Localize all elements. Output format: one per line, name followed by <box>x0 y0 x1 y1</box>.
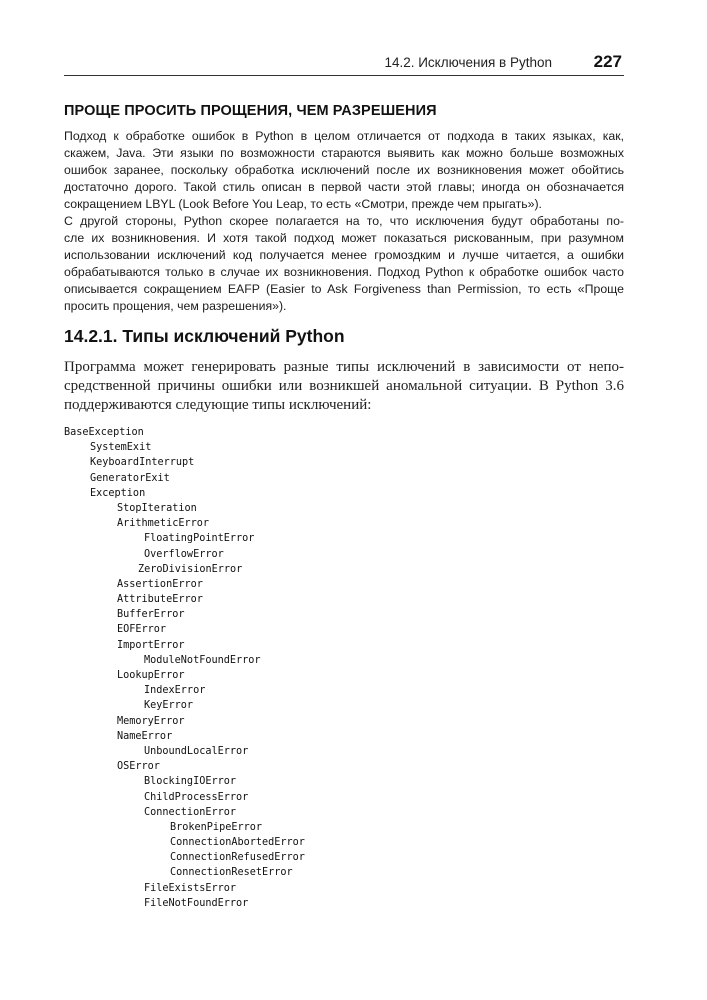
code-line: ConnectionRefusedError <box>170 852 305 864</box>
paragraph-line: Программа может генерировать разные типы исключений в зависимости от непо- <box>64 359 624 375</box>
paragraph-line: описывается сокращением EAFP (Easier to Ask Forgiveness than Permission, то есть «Проще <box>64 282 624 296</box>
code-line: ConnectionError <box>144 806 237 818</box>
paragraph-line: С другой стороны, Python скорее полагается на то, что исключения будут обработаны по- <box>64 214 624 228</box>
header-rule <box>64 75 624 76</box>
running-title: 14.2. Исключения в Python <box>384 55 552 70</box>
sidebar-paragraph-2 <box>64 213 624 315</box>
code-line: FileExistsError <box>144 882 237 894</box>
code-line: ChildProcessError <box>144 791 249 803</box>
code-line: BaseException <box>64 427 144 438</box>
paragraph-line: ошибок заранее, поскольку обработка исключений после их возникновения может обойтись <box>64 163 624 177</box>
code-line: KeyboardInterrupt <box>90 457 195 469</box>
code-line: OverflowError <box>144 548 224 560</box>
code-line: FloatingPointError <box>144 533 255 545</box>
section-intro-paragraph <box>64 358 624 415</box>
exception-hierarchy-listing <box>64 425 305 911</box>
paragraph-line: достаточно дорого. Такой стиль описан в первой части этой главы; иногда он обозначается <box>64 180 624 194</box>
section-heading: 14.2.1. Типы исключений Python <box>64 326 345 346</box>
code-line: BlockingIOError <box>144 776 237 788</box>
code-line: GeneratorExit <box>90 472 170 484</box>
paragraph-line: просить прощения, чем разрешения»). <box>64 299 287 313</box>
code-line: ModuleNotFoundError <box>144 654 261 666</box>
code-line: KeyError <box>144 700 194 712</box>
code-line: ZeroDivisionError <box>138 563 243 575</box>
sidebar-heading: ПРОЩЕ ПРОСИТЬ ПРОЩЕНИЯ, ЧЕМ РАЗРЕШЕНИЯ <box>64 103 437 119</box>
code-line: ConnectionAbortedError <box>170 837 305 849</box>
running-head <box>64 52 624 76</box>
paragraph-line: поддерживаются следующие типы исключений: <box>64 397 372 413</box>
code-line: AttributeError <box>117 594 203 606</box>
paragraph-line: сокращением LBYL (Look Before You Leap, то есть «Смотри, прежде чем прыгать»). <box>64 197 542 211</box>
code-line: LookupError <box>117 670 185 681</box>
paragraph-line: средственной причины ошибки или возникшей аномальной ситуации. В Python 3.6 <box>64 378 624 394</box>
code-line: ArithmeticError <box>117 518 210 530</box>
code-line: FileNotFoundError <box>144 897 249 909</box>
paragraph-line: Подход к обработке ошибок в Python в целом отличается от подхода в таких языках, как, <box>64 129 624 143</box>
code-line: NameError <box>117 730 173 742</box>
code-line: SystemExit <box>90 442 152 454</box>
code-line: ConnectionResetError <box>170 867 293 879</box>
code-line: OSError <box>117 761 160 773</box>
code-line: BrokenPipeError <box>170 821 263 833</box>
code-line: ImportError <box>117 639 185 651</box>
code-line: MemoryError <box>117 715 185 727</box>
code-line: StopIteration <box>117 502 197 514</box>
code-line: UnboundLocalError <box>144 745 249 757</box>
code-line: IndexError <box>144 685 206 697</box>
paragraph-line: скажем, Java. Эти языки по возможности стараются выявить как можно больше возможных <box>64 146 624 160</box>
paragraph-line: использовании исключений код получается менее громоздким и лучше читается, а ошибки <box>64 248 624 262</box>
code-line: AssertionError <box>117 578 203 590</box>
paragraph-line: сле их возникновения. И хотя такой подход может показаться рискованным, при разумном <box>64 231 624 245</box>
page-number: 227 <box>593 52 622 71</box>
code-line: Exception <box>90 487 146 499</box>
sidebar-paragraph-1 <box>64 128 624 213</box>
code-line: BufferError <box>117 609 185 621</box>
code-line: EOFError <box>117 624 167 636</box>
paragraph-line: обрабатываются только в случае их возникновения. Подход Python к обработке ошибок часто <box>64 265 624 279</box>
